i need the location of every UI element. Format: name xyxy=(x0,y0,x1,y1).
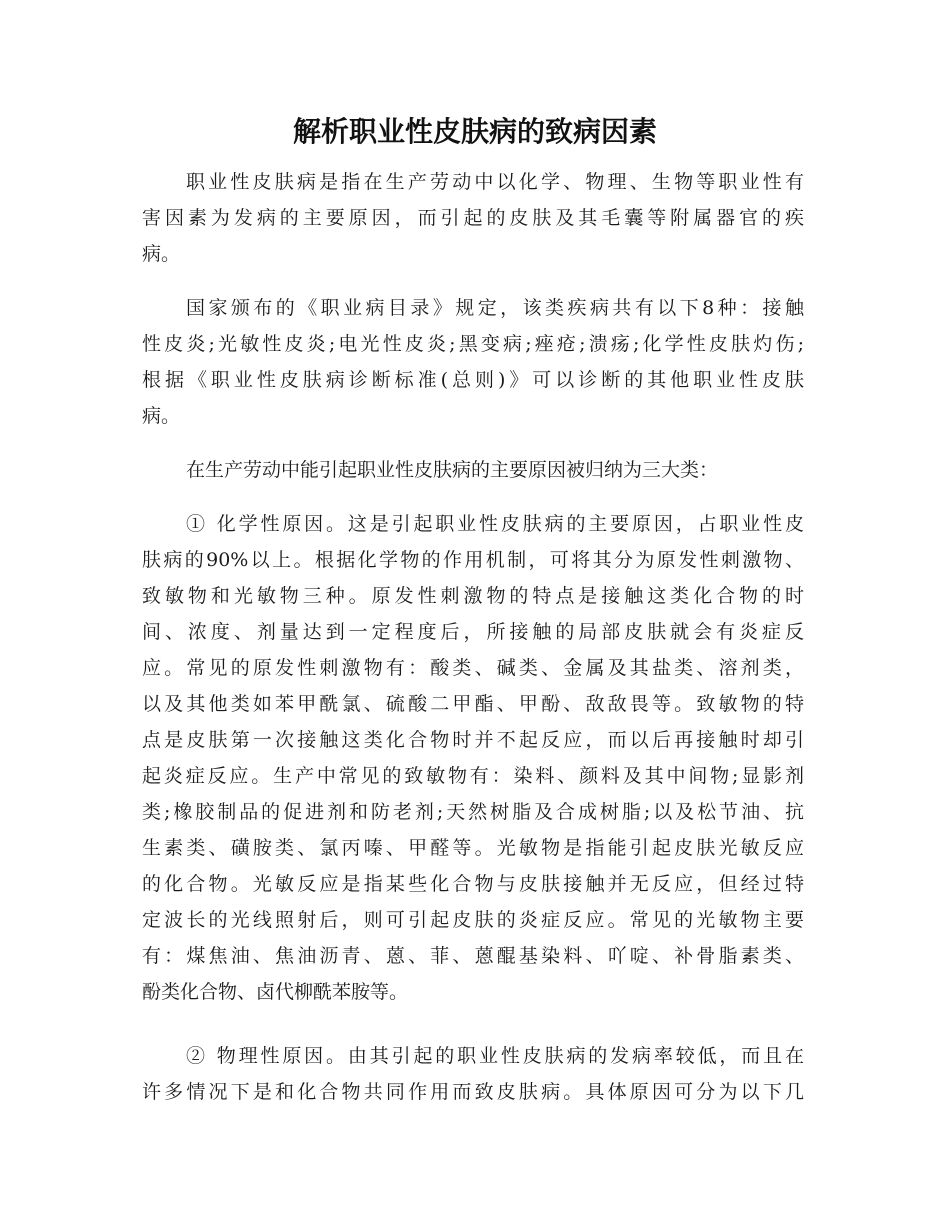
text-line: 肤病的90%以上。根据化学物的作用机制，可将其分为原发性刺激物、 xyxy=(142,549,804,571)
text-line: 间、浓度、剂量达到一定程度后，所接触的局部皮肤就会有炎症反 xyxy=(142,621,804,643)
text-line: 性皮炎;光敏性皮炎;电光性皮炎;黑变病;痤疮;溃疡;化学性皮肤灼伤; xyxy=(142,333,804,355)
text-line: 国家颁布的《职业病目录》规定，该类疾病共有以下8种：接触 xyxy=(186,297,804,319)
text-line: ② 物理性原因。由其引起的职业性皮肤病的发病率较低，而且在 xyxy=(186,1045,804,1067)
paragraph-definition xyxy=(142,164,804,272)
paragraph-three-categories xyxy=(142,452,804,488)
text-line: 应。常见的原发性刺激物有：酸类、碱类、金属及其盐类、溶剂类， xyxy=(142,657,804,679)
text-line: 生素类、磺胺类、氯丙嗪、甲醛等。光敏物是指能引起皮肤光敏反应 xyxy=(142,837,804,859)
text-line: 定波长的光线照射后，则可引起皮肤的炎症反应。常见的光敏物主要 xyxy=(142,909,804,931)
text-line: 病。 xyxy=(142,243,181,265)
text-line: 致敏物和光敏物三种。原发性刺激物的特点是接触这类化合物的时 xyxy=(142,585,804,607)
text-line: 类;橡胶制品的促进剂和防老剂;天然树脂及合成树脂;以及松节油、抗 xyxy=(142,801,804,823)
text-line: 病。 xyxy=(142,405,181,427)
paragraph-chemical-causes xyxy=(142,506,804,1010)
text-line: 点是皮肤第一次接触这类化合物时并不起反应，而以后再接触时却引 xyxy=(142,729,804,751)
document-title: 解析职业性皮肤病的致病因素 xyxy=(292,115,657,148)
text-line: 许多情况下是和化合物共同作用而致皮肤病。具体原因可分为以下几 xyxy=(142,1081,804,1103)
text-line: 以及其他类如苯甲酰氯、硫酸二甲酯、甲酚、敌敌畏等。致敏物的特 xyxy=(142,693,804,715)
text-line: ① 化学性原因。这是引起职业性皮肤病的主要原因，占职业性皮 xyxy=(186,513,804,535)
text-line: 在生产劳动中能引起职业性皮肤病的主要原因被归纳为三大类： xyxy=(186,459,719,481)
text-line: 根据《职业性皮肤病诊断标准(总则)》可以诊断的其他职业性皮肤 xyxy=(142,369,804,391)
text-line: 有：煤焦油、焦油沥青、蒽、菲、蒽醌基染料、吖啶、补骨脂素类、 xyxy=(142,945,804,967)
text-line: 起炎症反应。生产中常见的致敏物有：染料、颜料及其中间物;显影剂 xyxy=(142,765,804,787)
text-line: 酚类化合物、卤代柳酰苯胺等。 xyxy=(142,981,409,1003)
paragraph-disease-catalog xyxy=(142,290,804,434)
paragraph-physical-causes xyxy=(142,1038,804,1110)
text-line: 职业性皮肤病是指在生产劳动中以化学、物理、生物等职业性有 xyxy=(186,171,804,193)
text-line: 害因素为发病的主要原因，而引起的皮肤及其毛囊等附属器官的疾 xyxy=(142,207,804,229)
text-line: 的化合物。光敏反应是指某些化合物与皮肤接触并无反应，但经过特 xyxy=(142,873,804,895)
